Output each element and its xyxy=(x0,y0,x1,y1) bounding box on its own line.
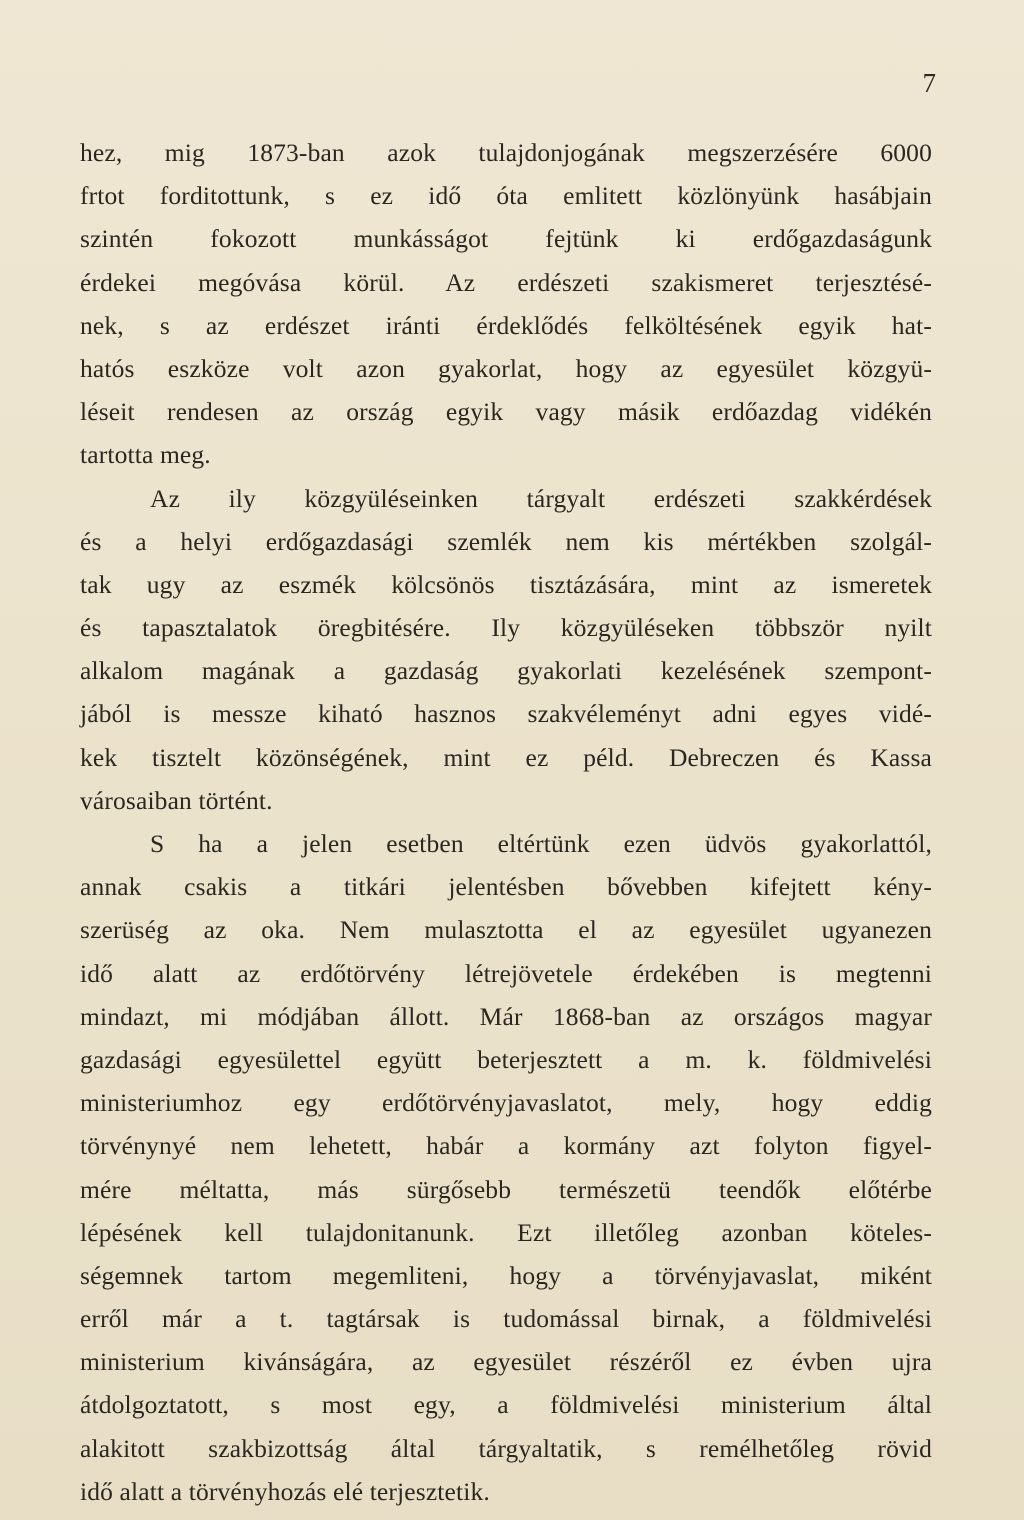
text-line: szerüség az oka. Nem mulasztotta el az egyesület ugyanezen xyxy=(80,915,932,945)
page-number: 7 xyxy=(922,68,936,98)
text-line: nek, s az erdészet iránti érdeklődés felköltésének egyik hat- xyxy=(80,310,932,340)
text-line: léseit rendesen az ország egyik vagy másik erdőazdag vidékén xyxy=(80,397,932,427)
text-line: lépésének kell tulajdonitanunk. Ezt illetőleg azonban köteles- xyxy=(80,1217,932,1247)
text-line: mindazt, mi módjában állott. Már 1868-ban az országos magyar xyxy=(80,1001,932,1031)
text-line: törvénynyé nem lehetett, habár a kormány azt folyton figyel- xyxy=(80,1131,932,1161)
text-line: hatós eszköze volt azon gyakorlat, hogy az egyesület közgyü- xyxy=(80,353,932,383)
body-text xyxy=(80,131,932,1513)
text-line: alakitott szakbizottság által tárgyaltatik, s remélhetőleg rövid xyxy=(80,1433,932,1463)
text-line: és tapasztalatok öregbitésére. Ily közgyüléseken többször nyilt xyxy=(80,613,932,643)
text-line: idő alatt a törvényhozás elé terjesztetik. xyxy=(80,1476,490,1506)
text-line: és a helyi erdőgazdasági szemlék nem kis mértékben szolgál- xyxy=(80,526,932,556)
text-line: erről már a t. tagtársak is tudomással birnak, a földmivelési xyxy=(80,1304,932,1334)
text-line: érdekei megóvása körül. Az erdészeti szakismeret terjesztésé- xyxy=(80,267,932,297)
text-line: jából is messze kiható hasznos szakvéleményt adni egyes vidé- xyxy=(80,699,932,729)
text-line: hez, mig 1873-ban azok tulajdonjogának megszerzésére 6000 xyxy=(80,138,932,167)
text-line: átdolgoztatott, s most egy, a földmivelési ministerium által xyxy=(80,1390,932,1420)
text-line: alkalom magának a gazdaság gyakorlati kezelésének szempont- xyxy=(80,656,932,686)
text-line: szintén fokozott munkásságot fejtünk ki erdőgazdaságunk xyxy=(80,224,932,254)
text-line: mére méltatta, más sürgősebb természetü teendők előtérbe xyxy=(80,1174,932,1204)
text-line: tak ugy az eszmék kölcsönös tisztázására, mint az ismeretek xyxy=(80,569,932,599)
text-line: kek tisztelt közönségének, mint ez péld. Debreczen és Kassa xyxy=(80,742,932,772)
text-line: városaiban történt. xyxy=(80,785,273,815)
text-line: S ha a jelen esetben eltértünk ezen üdvös gyakorlattól, xyxy=(150,829,932,858)
text-line: ségemnek tartom megemliteni, hogy a törvényjavaslat, miként xyxy=(80,1260,932,1290)
text-line: Az ily közgyüléseinken tárgyalt erdészeti szakkérdések xyxy=(150,483,932,513)
text-line: idő alatt az erdőtörvény létrejövetele érdekében is megtenni xyxy=(80,958,932,988)
text-line: annak csakis a titkári jelentésben bővebben kifejtett kény- xyxy=(80,872,932,902)
text-line: gazdasági egyesülettel együtt beterjesztett a m. k. földmivelési xyxy=(80,1044,932,1074)
text-line: ministeriumhoz egy erdőtörvényjavaslatot, mely, hogy eddig xyxy=(80,1088,932,1118)
text-line: tartotta meg. xyxy=(80,440,211,470)
text-line: ministerium kivánságára, az egyesület részéről ez évben ujra xyxy=(80,1347,932,1377)
text-line: frtot forditottunk, s ez idő óta emlitett közlönyünk hasábjain xyxy=(80,181,932,211)
